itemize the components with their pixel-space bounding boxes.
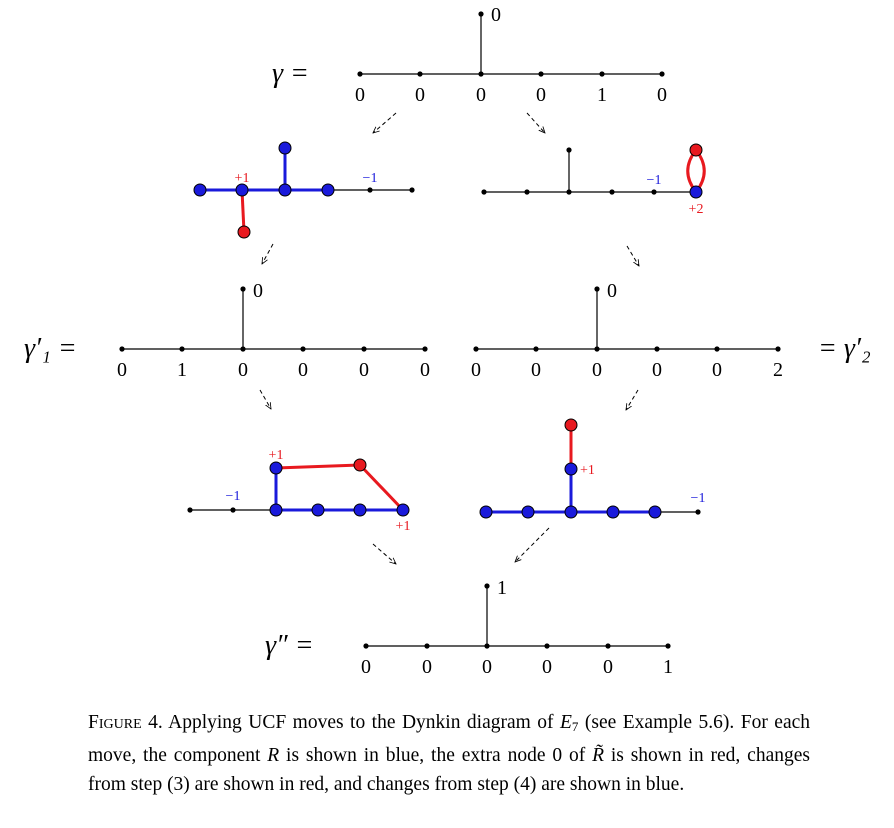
move-2-diagram: [481, 144, 704, 217]
blue-node: [270, 462, 282, 474]
node-value: 1: [663, 656, 673, 678]
node-value: 0: [603, 656, 613, 678]
change-label-minus: −1: [362, 171, 378, 186]
node: [594, 346, 599, 351]
node: [538, 71, 543, 76]
caption-math: E: [560, 712, 572, 733]
node: [357, 71, 362, 76]
move-arrow: [626, 390, 638, 410]
node-value: 0: [712, 359, 722, 381]
node-value: 0: [531, 359, 541, 381]
blue-node: [690, 186, 702, 198]
node-value: 0: [355, 84, 365, 106]
caption-math: R̃: [592, 745, 604, 766]
node-value: 0: [361, 656, 371, 678]
node: [361, 346, 366, 351]
change-label-plus: +2: [688, 202, 704, 217]
caption-text: is shown in blue, the extra node 0 of: [279, 745, 593, 766]
top-node-value: 0: [607, 280, 617, 302]
blue-node: [312, 504, 324, 516]
move-3-diagram: [187, 448, 410, 534]
node: [300, 346, 305, 351]
change-label-minus: −1: [225, 489, 241, 504]
blue-node: [522, 506, 534, 518]
node: [367, 187, 372, 192]
gamma-name: γ =: [272, 58, 309, 89]
node: [609, 189, 614, 194]
node: [240, 346, 245, 351]
node: [775, 346, 780, 351]
node: [654, 346, 659, 351]
node: [240, 286, 245, 291]
node-value: 0: [117, 359, 127, 381]
move-4-diagram: [480, 419, 705, 518]
move-arrow: [527, 113, 545, 133]
node-value: 0: [542, 656, 552, 678]
change-label-plus: +1: [268, 448, 284, 463]
node-value: 0: [298, 359, 308, 381]
move-arrow: [515, 528, 549, 562]
red-node: [238, 226, 250, 238]
node: [544, 643, 549, 648]
node: [473, 346, 478, 351]
caption-text: (see Example 5.6). For each move, the component: [88, 712, 811, 766]
node: [187, 507, 192, 512]
blue-node: [270, 504, 282, 516]
top-node-value: 1: [497, 577, 507, 599]
top-node-value: 0: [253, 280, 263, 302]
blue-node: [194, 184, 206, 196]
node-value: 1: [597, 84, 607, 106]
node: [695, 509, 700, 514]
caption-math: R: [267, 745, 280, 766]
red-edge: [360, 465, 403, 510]
diagram-gamma: [272, 4, 667, 106]
node-value: 1: [177, 359, 187, 381]
node: [119, 346, 124, 351]
node: [478, 11, 483, 16]
node: [566, 189, 571, 194]
node-value: 0: [471, 359, 481, 381]
node-value: 0: [420, 359, 430, 381]
blue-node: [397, 504, 409, 516]
node: [422, 346, 427, 351]
move-arrow: [373, 544, 396, 564]
change-label-plus: +1: [580, 463, 595, 478]
caption-math-sub: 7: [571, 719, 579, 734]
node: [424, 643, 429, 648]
node: [566, 147, 571, 152]
node-value: 0: [592, 359, 602, 381]
top-node-value: 0: [491, 4, 501, 26]
node: [230, 507, 235, 512]
diagram-gamma1: [24, 280, 430, 381]
node: [524, 189, 529, 194]
figure-label: Figure 4.: [88, 712, 163, 733]
node-value: 0: [238, 359, 248, 381]
gamma1-name: γ′₁ =: [24, 333, 77, 364]
diagram-gamma2: [471, 280, 871, 381]
move-arrow: [262, 244, 273, 264]
node-value: 0: [415, 84, 425, 106]
red-node: [690, 144, 702, 156]
node: [665, 643, 670, 648]
node: [533, 346, 538, 351]
caption-text: Applying UCF moves to the Dynkin diagram of: [168, 712, 560, 733]
gamma2-name: = γ′₂: [818, 333, 871, 364]
node: [417, 71, 422, 76]
red-node: [565, 419, 577, 431]
node: [714, 346, 719, 351]
move-arrow: [373, 113, 396, 133]
change-label-minus: −1: [690, 491, 706, 506]
node: [481, 189, 486, 194]
node: [363, 643, 368, 648]
node-value: 0: [482, 656, 492, 678]
blue-node: [565, 463, 577, 475]
node: [484, 583, 489, 588]
node: [599, 71, 604, 76]
blue-node: [607, 506, 619, 518]
node: [409, 187, 414, 192]
node: [484, 643, 489, 648]
node-value: 0: [359, 359, 369, 381]
blue-node: [565, 506, 577, 518]
blue-node: [649, 506, 661, 518]
node: [659, 71, 664, 76]
node-value: 2: [773, 359, 783, 381]
blue-node: [480, 506, 492, 518]
node: [605, 643, 610, 648]
node-value: 0: [652, 359, 662, 381]
node: [478, 71, 483, 76]
red-node: [354, 459, 366, 471]
change-label-minus: −1: [646, 173, 662, 188]
node-value: 0: [476, 84, 486, 106]
blue-node: [322, 184, 334, 196]
node: [651, 189, 656, 194]
move-arrow: [260, 390, 271, 409]
move-1-diagram: [194, 142, 415, 238]
blue-node: [354, 504, 366, 516]
diagram-gamma-double-prime: [265, 577, 673, 678]
gamma3-name: γ″ =: [265, 630, 314, 661]
node: [594, 286, 599, 291]
change-label-plus: +1: [234, 171, 250, 186]
move-arrow: [627, 246, 639, 266]
blue-node: [279, 142, 291, 154]
change-label-plus: +1: [395, 519, 411, 534]
blue-node: [279, 184, 291, 196]
caption-text: is shown in red, changes from step (3) are shown in red, and changes from step (4) are shown in blue.: [88, 745, 810, 795]
node-value: 0: [657, 84, 667, 106]
node-value: 0: [422, 656, 432, 678]
node: [179, 346, 184, 351]
figure-caption: [88, 708, 810, 799]
node-value: 0: [536, 84, 546, 106]
red-edge: [276, 465, 360, 468]
